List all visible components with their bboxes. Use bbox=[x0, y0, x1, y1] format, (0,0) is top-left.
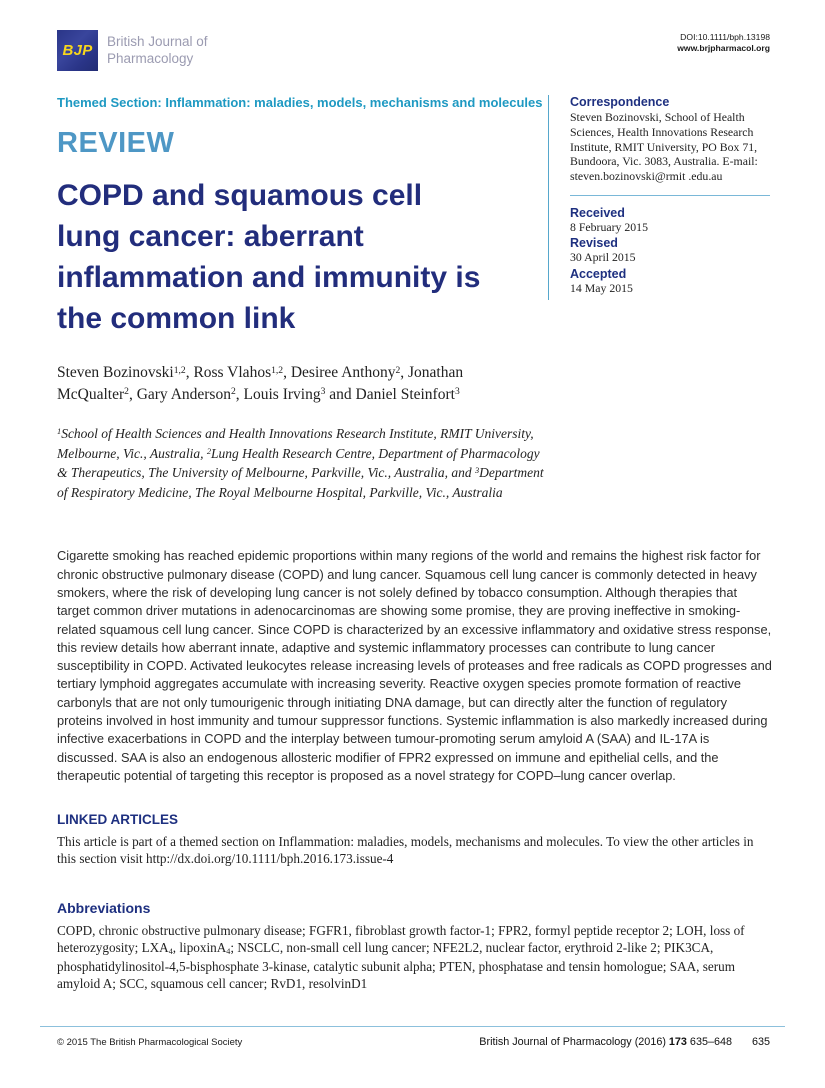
article-title: COPD and squamous cell lung cancer: aberrant inflammation and immunity is the common link bbox=[57, 179, 481, 335]
abbreviations-heading: Abbreviations bbox=[57, 900, 151, 917]
journal-citation: British Journal of Pharmacology (2016) 173 635–648 bbox=[479, 1036, 732, 1048]
article-meta-sidebar bbox=[548, 95, 770, 300]
linked-articles-section bbox=[57, 812, 770, 867]
received-date: 8 February 2015 bbox=[570, 219, 648, 234]
citation-wrap bbox=[479, 1036, 785, 1048]
accepted-date: 14 May 2015 bbox=[570, 280, 633, 295]
page-number: 635 bbox=[751, 1036, 770, 1048]
journal-name-line2: Pharmacology bbox=[107, 51, 194, 66]
correspondence-heading: Correspondence bbox=[570, 95, 670, 109]
linked-articles-text: This article is part of a themed section on Inflammation: maladies, models, mechanisms and molecules. To view the other articles in this section visit http://dx.doi.org/10.1111/bph.2016.173.issue-4 bbox=[57, 834, 754, 867]
abbreviations-section bbox=[57, 900, 770, 992]
page-header bbox=[57, 30, 770, 71]
affiliation-list: $^1$School of Health Sciences and Health Innovations Research Institute, RMIT University, Melbourne, Vic., Australia, $^2$Lung Health Research Centre, Department of Pharmacology & Therapeutics, The University of Melbourne, Parkville, Vic., Australia, and $^3$Department of Respiratory Medicine, The Royal Melbourne Hospital, Parkville, Vic., Australia bbox=[57, 426, 544, 500]
title-and-meta-columns bbox=[57, 95, 770, 501]
title-column bbox=[57, 95, 548, 501]
copyright-notice: © 2015 The British Pharmacological Society bbox=[57, 1037, 243, 1048]
revised-date: 30 April 2015 bbox=[570, 250, 636, 265]
correspondence-text: Steven Bozinovski, School of Health Sciences, Health Innovations Research Institute, RMIT University, PO Box 71, Bundoora, Vic. 3083, Australia. E-mail: steven.bozinovski@rmit .edu.au bbox=[570, 110, 758, 184]
abbreviations-text: COPD, chronic obstructive pulmonary disease; FGFR1, fibroblast growth factor-1; FPR2, formyl peptide receptor 2; LOH, loss of heterozygosity; $LXA_4$, lipoxinA$_4$; NSCLC, non-small cell lung cancer; NFE2L2, nuclear factor, erythroid 2-like 2; PIK3CA, phosphatidylinositol-4,5-bisphosphate 3-kinase, catalytic subunit alpha; PTEN, phosphatase and tensin homologue; SAA, serum amyloid A; SCC, squamous cell cancer; RvD1, resolvinD1 bbox=[57, 923, 745, 992]
linked-articles-heading: LINKED ARTICLES bbox=[57, 812, 178, 828]
journal-name-line1: British Journal of bbox=[107, 34, 208, 49]
journal-name bbox=[107, 33, 208, 67]
doi-block bbox=[677, 32, 770, 54]
abstract-text: Cigarette smoking has reached epidemic proportions within many regions of the world and remains the highest risk factor for chronic obstructive pulmonary disease (COPD) and lung cancer. Squamous cell lung cancer is commonly detected in heavy smokers, where the risk of developing lung cancer is not solely defined by tobacco consumption. Although therapies that target common driver mutations in adenocarcinomas are showing some promise, they are proving ineffective in smoking-related squamous cell lung cancer. Since COPD is characterized by an excessive inflammatory and oxidative stress response, this review details how aberrant innate, adaptive and systemic inflammatory processes can contribute to lung cancer susceptibility in COPD. Activated leukocytes release increasing levels of proteases and free radicals as COPD progresses and tertiary lymphoid aggregates accumulate with increasing severity. Reactive oxygen species promote formation of reactive carbonyls that are not only tumourigenic through initiating DNA damage, but can directly alter the function of regulatory proteins involved in host immunity and tumour suppressor functions. Systemic inflammation is also markedly increased during infective exacerbations in COPD and the interplay between tumour-promoting serum amyloid A (SAA) and IL-17A is discussed. SAA is also an endogenous allosteric modifier of FPR2 expressed on immune and epithelial cells, and the therapeutic potential of targeting this receptor is proposed as a novel strategy for COPD–lung cancer overlap. bbox=[57, 548, 772, 783]
bjp-logo-text: BJP bbox=[62, 42, 93, 59]
journal-website: www.brjpharmacol.org bbox=[677, 43, 770, 53]
accepted-label: Accepted bbox=[570, 266, 627, 281]
journal-brand bbox=[57, 30, 208, 71]
article-type-label: REVIEW bbox=[57, 127, 175, 159]
doi-text: DOI:10.1111/bph.13198 bbox=[680, 32, 770, 42]
sidebar-divider bbox=[570, 195, 770, 196]
revised-label: Revised bbox=[570, 236, 618, 251]
author-list: Steven Bozinovski$^{1,2}$, Ross Vlahos$^{1,2}$, Desiree Anthony$^2$, Jonathan McQualter$^2$, Gary Anderson$^2$, Louis Irving$^3$ and Daniel Steinfort$^3$ bbox=[57, 364, 464, 403]
themed-section-heading: Themed Section: Inflammation: maladies, models, mechanisms and molecules bbox=[57, 95, 543, 110]
footer-row bbox=[40, 1036, 785, 1048]
bjp-logo bbox=[57, 30, 98, 71]
page-footer bbox=[40, 1026, 785, 1048]
received-label: Received bbox=[570, 205, 625, 220]
footer-divider bbox=[40, 1026, 785, 1027]
